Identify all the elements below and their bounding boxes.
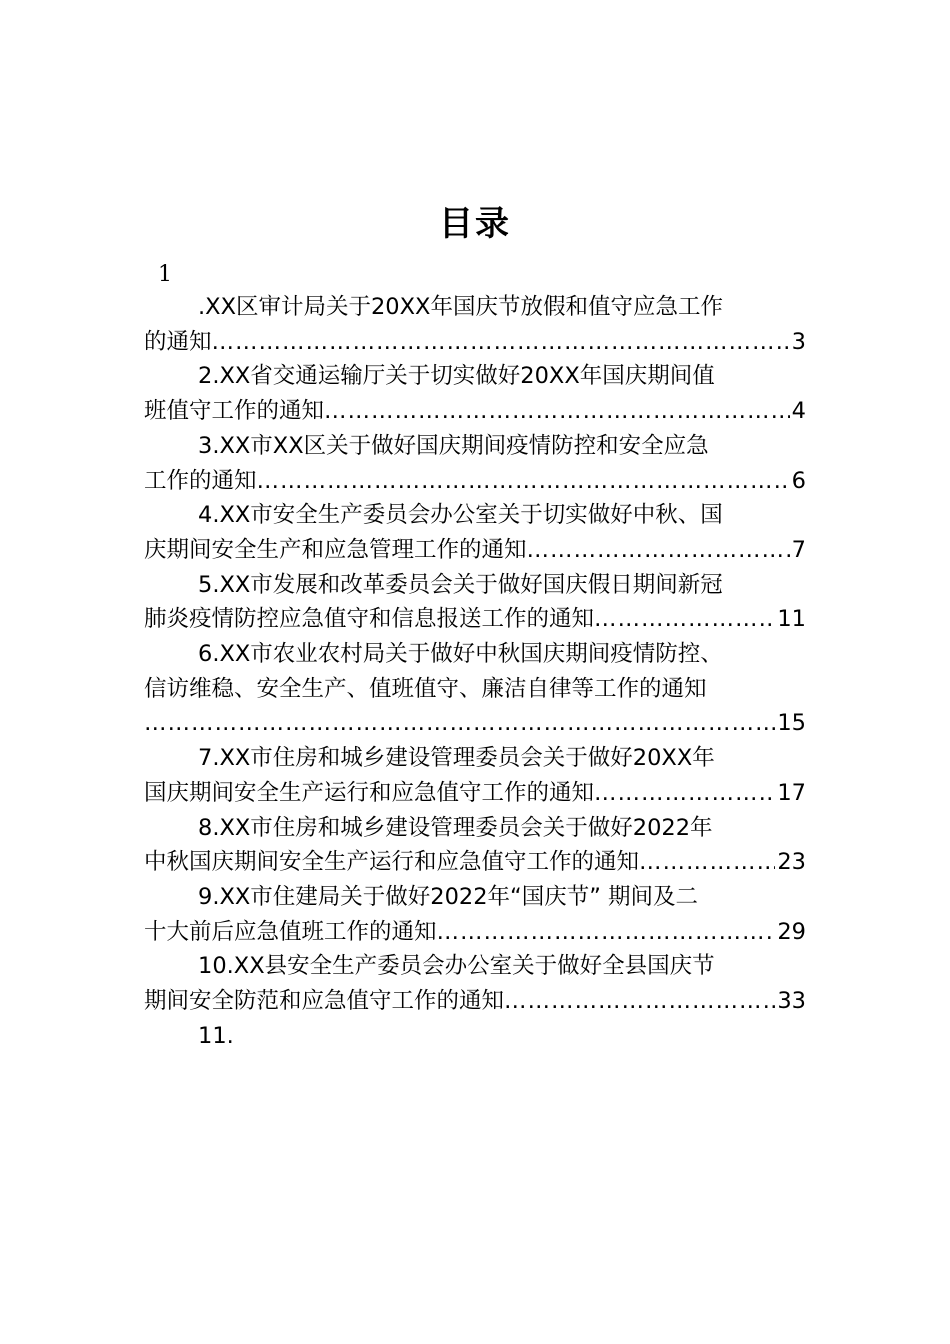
toc-entry-title-cont: 肺炎疫情防控应急值守和信息报送工作的通知: [144, 606, 595, 633]
toc-entry-title: 5.XX市发展和改革委员会关于做好国庆假日期间新冠: [198, 571, 723, 598]
dot-leader: [437, 915, 776, 950]
dot-leader: [144, 706, 775, 741]
toc-page-number: 3: [791, 328, 806, 355]
dot-leader: [594, 602, 775, 637]
dot-leader: [212, 325, 790, 360]
toc-page-number: 15: [777, 710, 806, 737]
toc-page-number: 11: [777, 606, 806, 633]
dot-leader: [504, 984, 775, 1019]
toc-entry-1[interactable]: [144, 290, 806, 359]
toc-entry-3[interactable]: [144, 429, 806, 498]
toc-entry-title-cont: 的通知: [144, 328, 212, 355]
toc-page-number: 4: [791, 398, 806, 425]
toc-entry-title: 9.XX市住建局关于做好2022年“国庆节” 期间及二: [198, 883, 699, 910]
toc-entry-title-cont: 中秋国庆期间安全生产运行和应急值守工作的通知: [144, 849, 640, 876]
toc-page-number: 23: [777, 849, 806, 876]
dot-leader: [257, 464, 790, 499]
page-title: 目录: [439, 204, 511, 244]
toc-entry-9[interactable]: [144, 880, 806, 949]
toc-entry-title: 6.XX市农业农村局关于做好中秋国庆期间疫情防控、: [198, 641, 723, 668]
toc-entry-11[interactable]: 11.: [198, 1022, 234, 1049]
dot-leader: [324, 394, 790, 429]
toc-entry-title-cont: 班值守工作的通知: [144, 398, 325, 425]
table-of-contents: [144, 290, 806, 1053]
dot-leader: [527, 533, 790, 568]
toc-entry-title: 4.XX市安全生产委员会办公室关于切实做好中秋、国: [198, 502, 723, 529]
toc-entry-title-cont: 期间安全防范和应急值守工作的通知: [144, 988, 505, 1015]
dot-leader: [594, 776, 775, 811]
toc-entry-title-cont: 庆期间安全生产和应急管理工作的通知: [144, 536, 527, 563]
toc-entry-2[interactable]: [144, 359, 806, 428]
toc-entry-title-cont: 国庆期间安全生产运行和应急值守工作的通知: [144, 779, 595, 806]
toc-entry-title: 7.XX市住房和城乡建设管理委员会关于做好20XX年: [198, 745, 715, 772]
toc-page-number: 7: [791, 536, 806, 563]
toc-entry-8[interactable]: [144, 811, 806, 880]
toc-entry-title: .XX区审计局关于20XX年国庆节放假和值守应急工作: [198, 294, 723, 320]
toc-entry-title-cont: 信访维稳、安全生产、值班值守、廉洁自律等工作的通知: [144, 675, 707, 702]
toc-entry-title-cont: 工作的通知: [144, 467, 257, 494]
toc-page-number: 33: [777, 988, 806, 1015]
toc-entry-5[interactable]: [144, 568, 806, 637]
toc-entry-10[interactable]: [144, 949, 806, 1018]
toc-entry-title: 3.XX市XX区关于做好国庆期间疫情防控和安全应急: [198, 432, 709, 459]
toc-entry-4[interactable]: [144, 498, 806, 567]
list-number-marker: 1: [158, 262, 172, 287]
toc-entry-title: 8.XX市住房和城乡建设管理委员会关于做好2022年: [198, 814, 713, 841]
toc-page-number: 29: [777, 918, 806, 945]
toc-entry-title: 2.XX省交通运输厅关于切实做好20XX年国庆期间值: [198, 363, 715, 390]
toc-entry-title: 10.XX县安全生产委员会办公室关于做好全县国庆节: [198, 953, 715, 980]
toc-entry-7[interactable]: [144, 741, 806, 810]
dot-leader: [639, 845, 775, 880]
toc-entry-6[interactable]: [144, 637, 806, 741]
toc-page-number: 6: [791, 467, 806, 494]
toc-page-number: 17: [777, 779, 806, 806]
toc-entry-title-cont: 十大前后应急值班工作的通知: [144, 918, 437, 945]
